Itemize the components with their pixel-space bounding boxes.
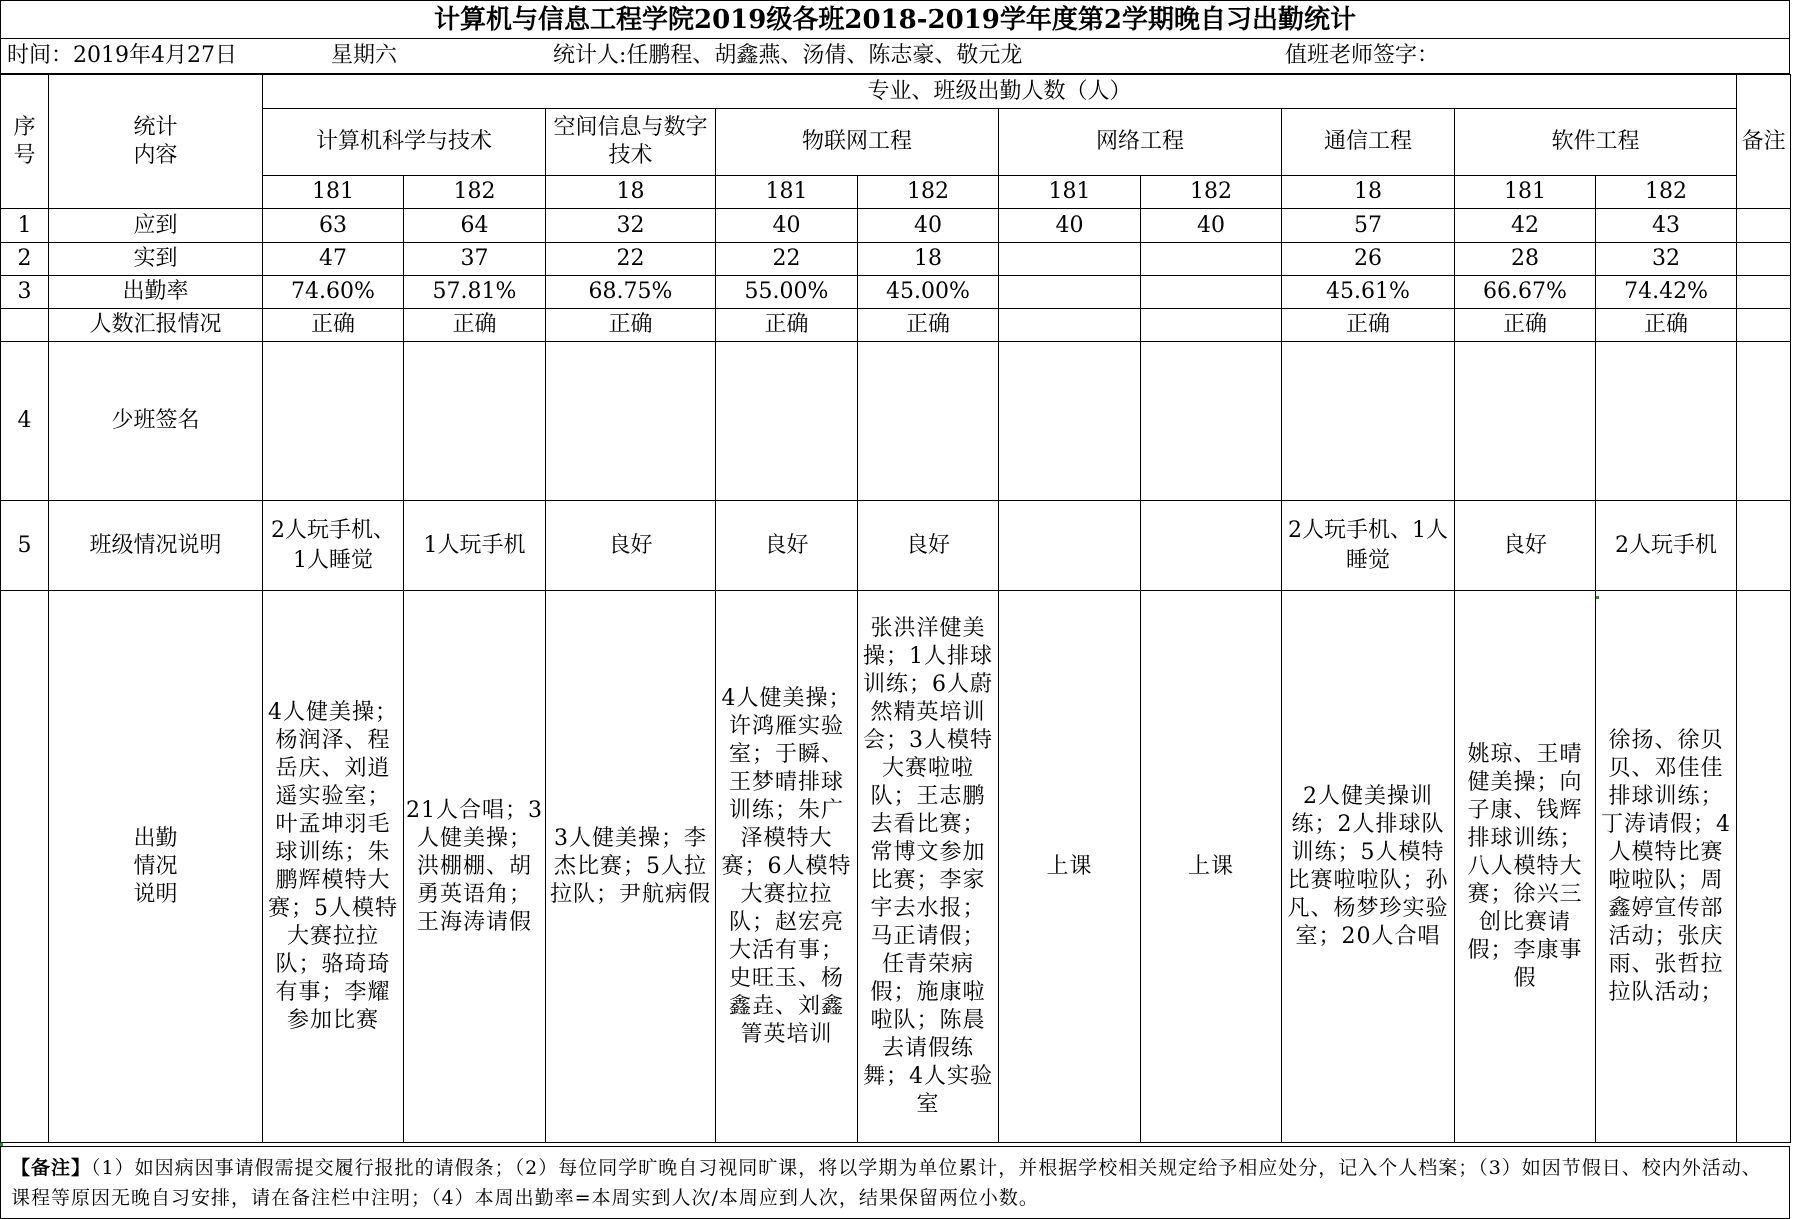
cell-value: 良好 bbox=[546, 501, 716, 591]
cell-value: 74.60% bbox=[263, 276, 404, 309]
sign-cell bbox=[999, 342, 1141, 501]
remark-cell bbox=[1737, 209, 1791, 243]
remark-cell bbox=[1737, 591, 1791, 1143]
cell-value: 40 bbox=[999, 209, 1141, 243]
cell-value: 正确 bbox=[1596, 309, 1737, 342]
cell-value: 68.75% bbox=[546, 276, 716, 309]
cell-value: 2人玩手机、1人睡觉 bbox=[263, 501, 404, 591]
row-attendance-notes bbox=[1, 591, 1791, 1143]
row-index: 1 bbox=[1, 209, 49, 243]
sign-cell bbox=[546, 342, 716, 501]
sign-cell bbox=[1282, 342, 1455, 501]
cell-value bbox=[1141, 276, 1282, 309]
class-header: 181 bbox=[1455, 176, 1596, 209]
note-cell: 张洪洋健美操；1人排球训练；6人蔚然精英培训会；3人模特大赛啦啦队；王志鹏去看比赛；常博文参加比赛；李家宇去水报；马正请假；任青荣病假；施康啦啦队；陈晨去请假练舞；4人实验室 bbox=[858, 591, 999, 1143]
header-row-group bbox=[1, 75, 1791, 109]
cell-value: 37 bbox=[404, 243, 546, 276]
row-label: 少班签名 bbox=[49, 342, 263, 501]
class-header: 18 bbox=[1282, 176, 1455, 209]
row-sign bbox=[1, 342, 1791, 501]
row-index: 2 bbox=[1, 243, 49, 276]
cell-value: 57.81% bbox=[404, 276, 546, 309]
note-cell: 2人健美操训练；2人排球队训练；5人模特比赛啦啦队；孙凡、杨梦珍实验室；20人合唱 bbox=[1282, 591, 1455, 1143]
row-index bbox=[1, 591, 49, 1143]
cell-value: 66.67% bbox=[1455, 276, 1596, 309]
cell-value: 45.00% bbox=[858, 276, 999, 309]
sign-cell bbox=[716, 342, 858, 501]
cell-value bbox=[1141, 243, 1282, 276]
remark-cell bbox=[1737, 276, 1791, 309]
cell-value: 良好 bbox=[858, 501, 999, 591]
cell-value bbox=[999, 501, 1141, 591]
remark-cell bbox=[1737, 309, 1791, 342]
note-cell: 上课 bbox=[999, 591, 1141, 1143]
content-header bbox=[49, 75, 263, 209]
cell-value bbox=[999, 309, 1141, 342]
cell-value: 26 bbox=[1282, 243, 1455, 276]
cell-value: 1人玩手机 bbox=[404, 501, 546, 591]
major-header: 通信工程 bbox=[1282, 109, 1455, 176]
date-text: 时间：2019年4月27日 bbox=[7, 43, 237, 68]
cell-value bbox=[1141, 501, 1282, 591]
cell-value: 40 bbox=[858, 209, 999, 243]
statisticians-text: 统计人:任鹏程、胡鑫燕、汤倩、陈志豪、敬元龙 bbox=[553, 43, 1023, 68]
sheet-title: 计算机与信息工程学院2019级各班2018-2019学年度第2学期晚自习出勤统计 bbox=[0, 0, 1790, 38]
remark-header: 备注 bbox=[1737, 75, 1791, 209]
note-cell: 4人健美操；许鸿雁实验室；于瞬、王梦晴排球训练；朱广泽模特大赛；6人模特大赛拉拉队；赵宏亮大活有事；史旺玉、杨鑫垚、刘鑫箐英培训 bbox=[716, 591, 858, 1143]
major-header: 软件工程 bbox=[1455, 109, 1737, 176]
row-label: 班级情况说明 bbox=[49, 501, 263, 591]
row-index: 5 bbox=[1, 501, 49, 591]
row-label: 人数汇报情况 bbox=[49, 309, 263, 342]
row-label: 出勤情况说明 bbox=[49, 591, 263, 1143]
cell-value: 55.00% bbox=[716, 276, 858, 309]
row-class-status bbox=[1, 501, 1791, 591]
cell-value: 64 bbox=[404, 209, 546, 243]
cell-value: 正确 bbox=[716, 309, 858, 342]
major-header: 物联网工程 bbox=[716, 109, 999, 176]
attendance-table bbox=[0, 74, 1791, 1143]
cell-value: 47 bbox=[263, 243, 404, 276]
cell-value: 良好 bbox=[1455, 501, 1596, 591]
row-index: 4 bbox=[1, 342, 49, 501]
class-header: 182 bbox=[1596, 176, 1737, 209]
row-rate bbox=[1, 276, 1791, 309]
major-header: 网络工程 bbox=[999, 109, 1282, 176]
remark-cell bbox=[1737, 501, 1791, 591]
class-header: 182 bbox=[858, 176, 999, 209]
major-header: 计算机科学与技术 bbox=[263, 109, 546, 176]
cell-value: 2人玩手机 bbox=[1596, 501, 1737, 591]
cell-value bbox=[1141, 309, 1282, 342]
footer-label: 【备注】 bbox=[11, 1157, 92, 1179]
cell-value: 正确 bbox=[546, 309, 716, 342]
sign-cell bbox=[858, 342, 999, 501]
index-header: 序号 bbox=[1, 75, 49, 209]
class-header: 182 bbox=[404, 176, 546, 209]
class-header: 181 bbox=[716, 176, 858, 209]
teacher-sign-text: 值班老师签字： bbox=[1285, 43, 1440, 68]
cell-value: 63 bbox=[263, 209, 404, 243]
header-row-classes bbox=[1, 176, 1791, 209]
remark-cell bbox=[1737, 243, 1791, 276]
cell-value: 32 bbox=[1596, 243, 1737, 276]
note-cell: 3人健美操；李杰比赛；5人拉拉队；尹航病假 bbox=[546, 591, 716, 1143]
cell-value: 57 bbox=[1282, 209, 1455, 243]
cell-value: 74.42% bbox=[1596, 276, 1737, 309]
cell-value bbox=[999, 243, 1141, 276]
cell-value: 40 bbox=[1141, 209, 1282, 243]
cell-value: 45.61% bbox=[1282, 276, 1455, 309]
row-index bbox=[1, 309, 49, 342]
row-label: 应到 bbox=[49, 209, 263, 243]
cell-value: 43 bbox=[1596, 209, 1737, 243]
cell-value: 22 bbox=[716, 243, 858, 276]
cell-value: 正确 bbox=[263, 309, 404, 342]
footer-text: （1）如因病因事请假需提交履行报批的请假条；（2）每位同学旷晚自习视同旷课，将以学期为单位累计，并根据学校相关规定给予相应处分，记入个人档案；（3）如因节假日、校内外活动、课程等原因无晚自习安排，请在备注栏中注明；（4）本周出勤率=本周实到人次/本周应到人次，结果保留两位小数。 bbox=[11, 1157, 1762, 1209]
cell-value: 正确 bbox=[1282, 309, 1455, 342]
note-cell: 姚琼、王晴健美操；向子康、钱辉排球训练；八人模特大赛；徐兴三创比赛请假；李康事假 bbox=[1455, 591, 1596, 1143]
cell-value: 42 bbox=[1455, 209, 1596, 243]
sign-cell bbox=[263, 342, 404, 501]
cell-value: 正确 bbox=[404, 309, 546, 342]
row-report bbox=[1, 309, 1791, 342]
major-header: 空间信息与数字技术 bbox=[546, 109, 716, 176]
cell-value bbox=[999, 276, 1141, 309]
row-label: 出勤率 bbox=[49, 276, 263, 309]
note-cell: 4人健美操；杨润泽、程岳庆、刘逍遥实验室；叶孟坤羽毛球训练；朱鹏辉模特大赛；5人模特大赛拉拉队；骆琦琦有事；李耀参加比赛 bbox=[263, 591, 404, 1143]
cell-value: 18 bbox=[858, 243, 999, 276]
note-cell: 徐扬、徐贝贝、邓佳佳排球训练；丁涛请假；4人模特比赛啦啦队；周鑫婷宣传部活动；张庆雨、张哲拉拉队活动； bbox=[1596, 591, 1737, 1143]
class-header: 181 bbox=[999, 176, 1141, 209]
class-header: 181 bbox=[263, 176, 404, 209]
cell-value: 40 bbox=[716, 209, 858, 243]
sign-cell bbox=[1455, 342, 1596, 501]
row-actual bbox=[1, 243, 1791, 276]
content-header-line1: 统计 bbox=[133, 114, 178, 140]
header-row-majors bbox=[1, 109, 1791, 176]
weekday-text: 星期六 bbox=[331, 43, 398, 68]
sign-cell bbox=[404, 342, 546, 501]
group-header: 专业、班级出勤人数（人） bbox=[263, 75, 1737, 109]
sign-cell bbox=[1596, 342, 1737, 501]
row-index: 3 bbox=[1, 276, 49, 309]
cell-value: 2人玩手机、1人睡觉 bbox=[1282, 501, 1455, 591]
cell-value: 28 bbox=[1455, 243, 1596, 276]
row-label: 实到 bbox=[49, 243, 263, 276]
class-header: 18 bbox=[546, 176, 716, 209]
class-header: 182 bbox=[1141, 176, 1282, 209]
info-bar bbox=[0, 38, 1790, 74]
cell-value: 正确 bbox=[858, 309, 999, 342]
cell-value: 22 bbox=[546, 243, 716, 276]
footer-note bbox=[0, 1146, 1790, 1219]
remark-cell bbox=[1737, 342, 1791, 501]
cell-value: 良好 bbox=[716, 501, 858, 591]
cell-value: 32 bbox=[546, 209, 716, 243]
row-expected bbox=[1, 209, 1791, 243]
cell-value: 正确 bbox=[1455, 309, 1596, 342]
sign-cell bbox=[1141, 342, 1282, 501]
content-header-line2: 内容 bbox=[133, 142, 178, 168]
note-cell: 上课 bbox=[1141, 591, 1282, 1143]
note-cell: 21人合唱；3人健美操；洪棚棚、胡勇英语角；王海涛请假 bbox=[404, 591, 546, 1143]
cell-marker bbox=[1596, 596, 1599, 599]
